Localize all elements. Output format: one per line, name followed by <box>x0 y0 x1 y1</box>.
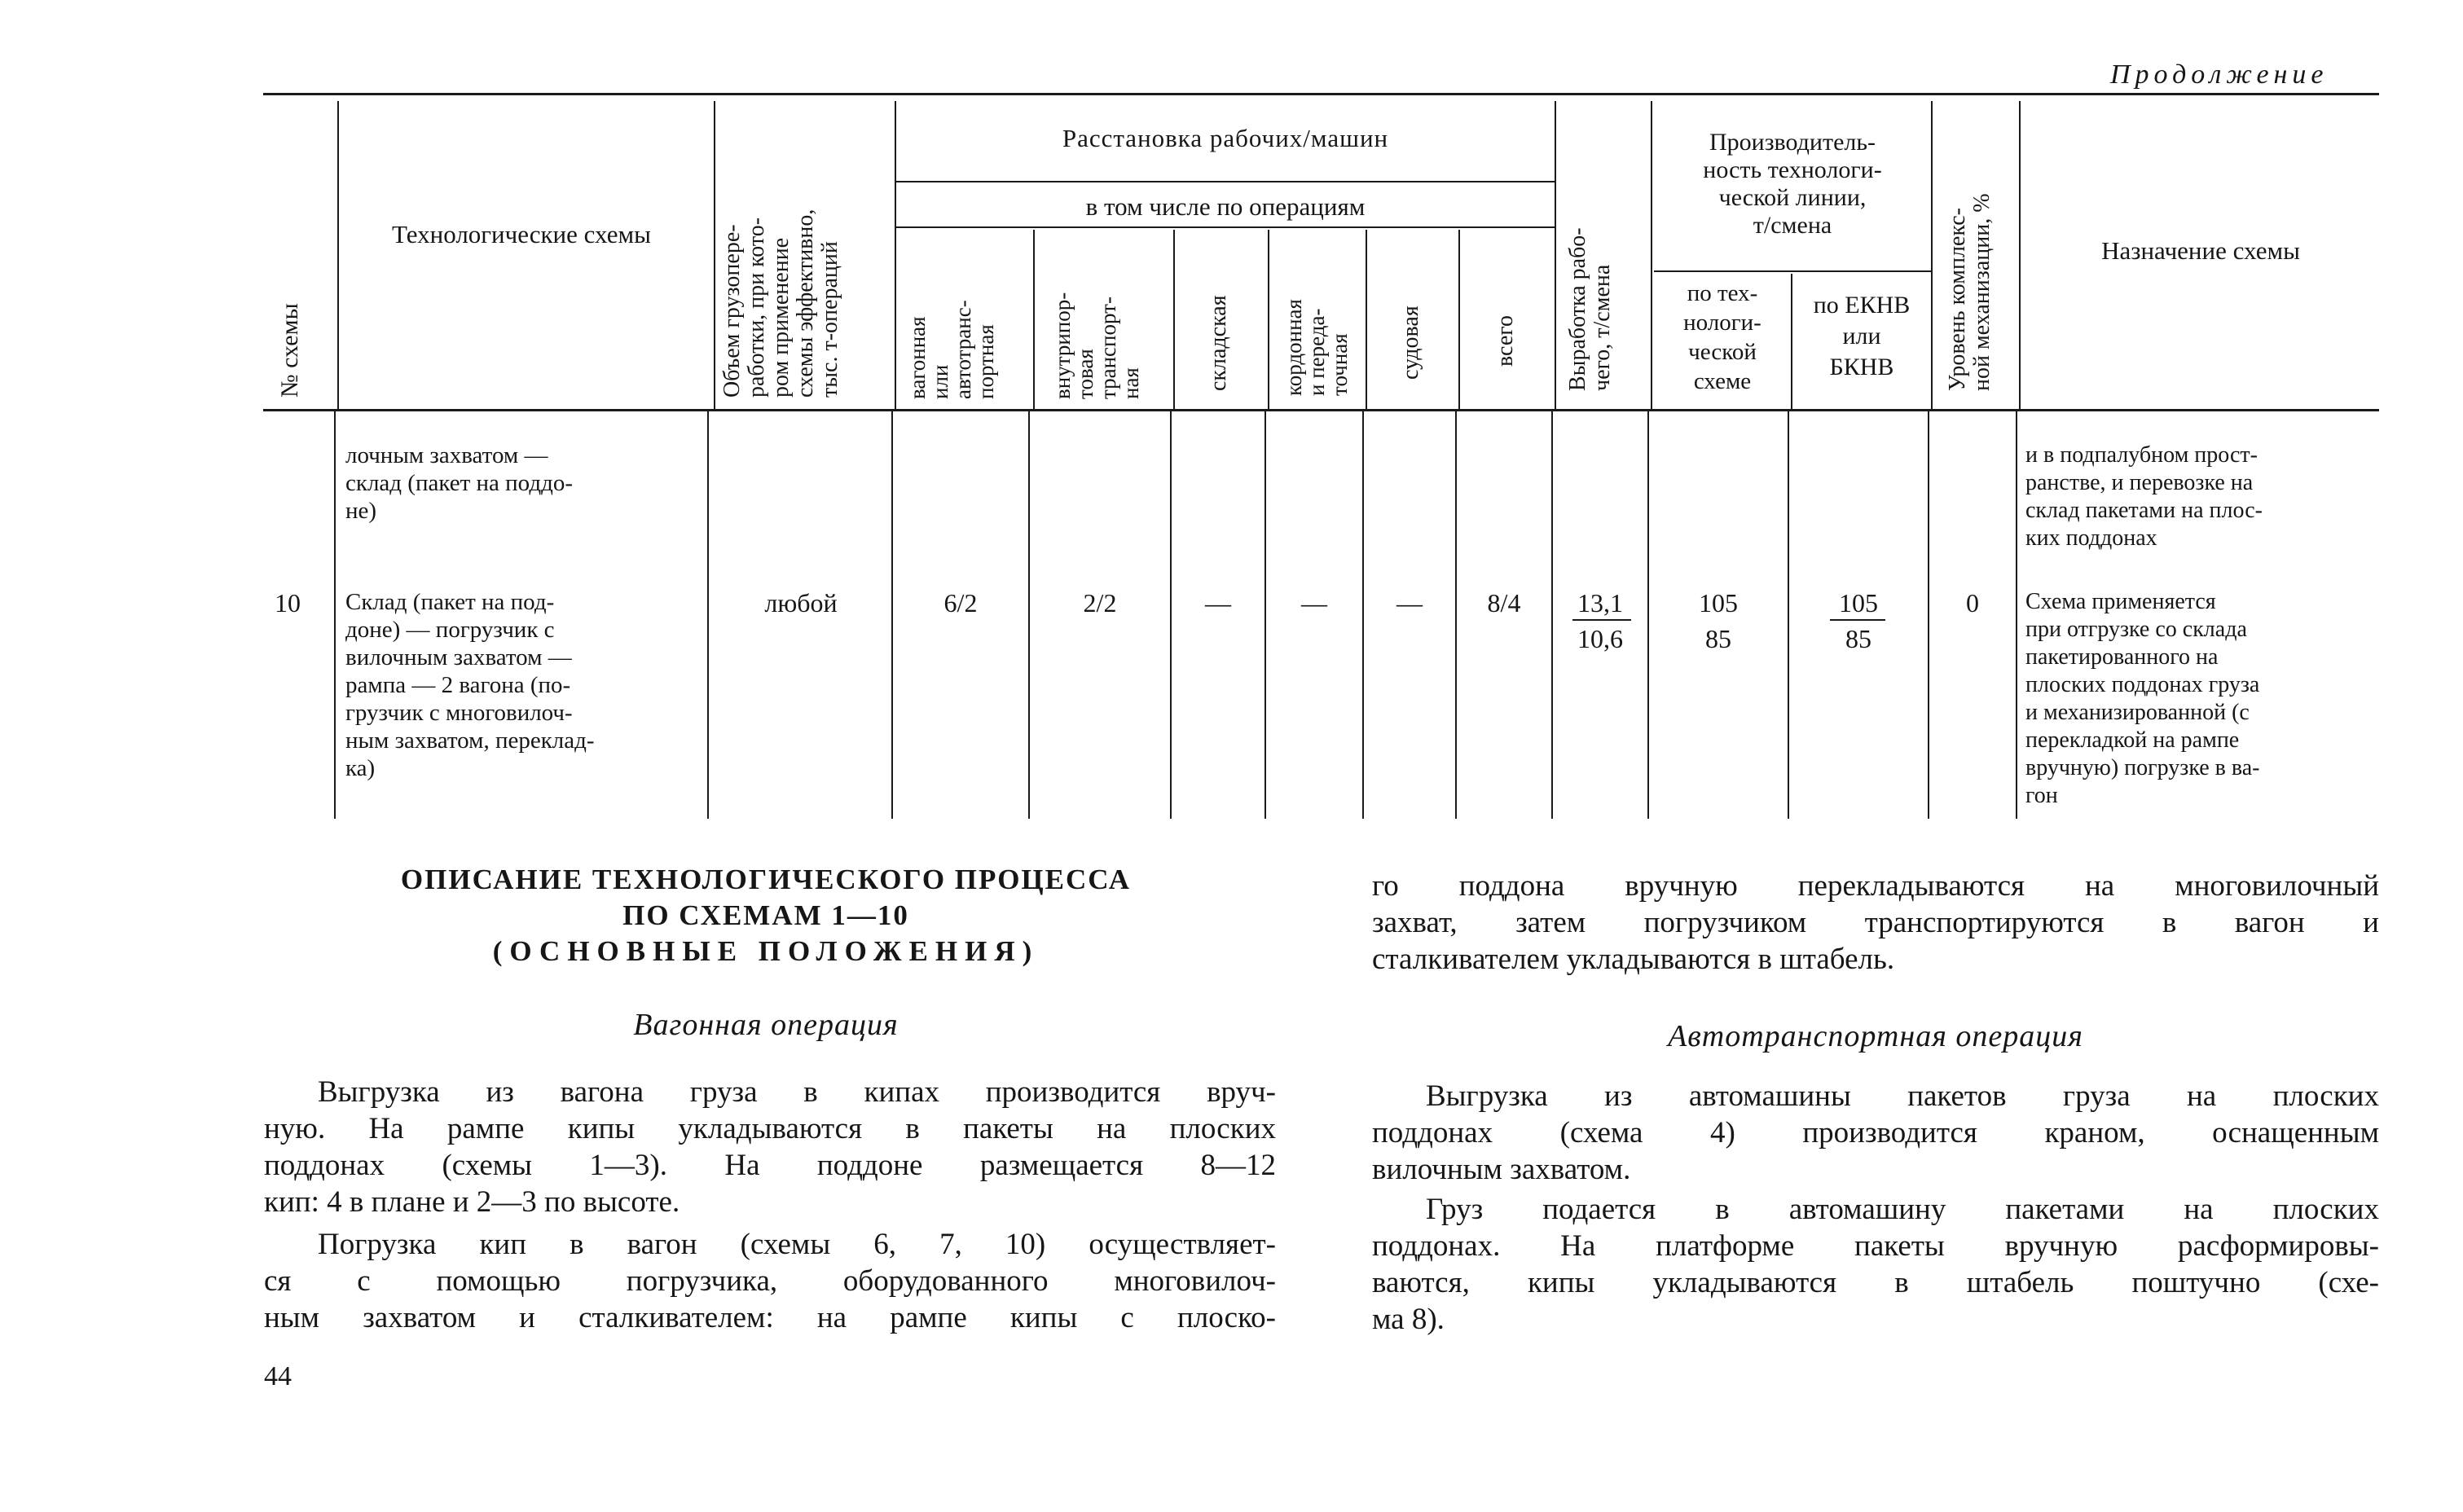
row10-prod-ekhv-fraction-bar <box>1830 619 1885 621</box>
right-p2-line-1: Груз подается в автомашину пакетами на плоских <box>1426 1193 2379 1226</box>
header-including: в том числе по операциям <box>1085 192 1366 221</box>
row10-output-bottom: 10,6 <box>1577 624 1623 653</box>
row10-purpose: Схема применяется при отгрузке со склада пакетированного на плоских поддонах груза и механизированной (с перекладкой на рампе вручную) погрузке в ва- гон <box>2025 589 2260 808</box>
table-top-rule <box>263 93 2379 95</box>
col-rule <box>1033 230 1035 409</box>
header-wagon: вагонная или автотранс- портная <box>905 300 998 399</box>
header-mechanization: Уровень комплекс- ной механизации, % <box>1945 193 1995 391</box>
left-p1-line-2: ную. На рампе кипы укладываются в пакеты на плоских <box>264 1112 1276 1145</box>
col-rule <box>2016 411 2017 819</box>
section-title-line-3: (ОСНОВНЫЕ ПОЛОЖЕНИЯ) <box>492 935 1040 967</box>
col-rule <box>337 101 339 409</box>
left-p2-line-2: ся с помощью погрузчика, оборудованного многовилоч- <box>264 1264 1276 1298</box>
col-rule <box>1268 230 1269 409</box>
right-p2-line-4: ма 8). <box>1372 1303 1445 1336</box>
row10-ship: — <box>1396 588 1423 618</box>
row10-cordon: — <box>1301 588 1327 618</box>
row10-prod-scheme-top: 105 <box>1699 588 1738 618</box>
right-p1-line-2: поддонах (схема 4) производится краном, оснащенным <box>1372 1116 2379 1149</box>
row10-wagon: 6/2 <box>943 588 978 618</box>
page-number: 44 <box>264 1361 292 1391</box>
row10-total: 8/4 <box>1487 588 1521 618</box>
left-p1-line-1: Выгрузка из вагона груза в кипах производится вруч- <box>318 1075 1276 1109</box>
header-scheme-no: № схемы <box>276 303 303 398</box>
right-p2-line-2: поддонах. На платформе пакеты вручную расформировы- <box>1372 1229 2379 1263</box>
header-total: всего <box>1493 314 1518 367</box>
header-tech-schemes: Технологические схемы <box>392 220 651 248</box>
left-p2-line-1: Погрузка кип в вагон (схемы 6, 7, 10) осуществляет- <box>318 1228 1276 1261</box>
col-rule <box>1458 230 1460 409</box>
header-internal: внутрипор- товая транспорт- ная <box>1050 292 1143 399</box>
header-cordon: кордонная и переда- точная <box>1282 299 1352 396</box>
header-by-scheme: по тех- нологи- ческой схеме <box>1683 280 1761 394</box>
row10-output-fraction-bar <box>1572 619 1631 621</box>
header-purpose: Назначение схемы <box>2101 236 2300 265</box>
header-placement: Расстановка рабочих/машин <box>1062 124 1389 152</box>
cont-row-tech: лочным захватом — склад (пакет на поддо- не) <box>345 442 574 524</box>
row10-output-top: 13,1 <box>1577 588 1623 618</box>
section-title-line-2: ПО СХЕМАМ 1—10 <box>622 899 909 931</box>
right-p0-line-2: захват, затем погрузчиком транспортируются в вагон и <box>1372 906 2379 939</box>
row10-internal: 2/2 <box>1083 588 1117 618</box>
cont-row-purpose: и в подпалубном прост- ранстве, и перевозке на склад пакетами на плос- ких поддонах <box>2025 442 2263 551</box>
header-warehouse: складская <box>1206 295 1231 391</box>
productivity-sub-rule <box>1654 270 1931 272</box>
right-p0-line-1: го поддона вручную перекладываются на многовилочный <box>1372 869 2379 903</box>
left-p1-line-4: кип: 4 в плане и 2—3 по высоте. <box>264 1185 680 1219</box>
col-rule <box>334 411 336 819</box>
col-rule <box>1173 230 1175 409</box>
header-ship: судовая <box>1398 305 1423 380</box>
section-title-line-1: ОПИСАНИЕ ТЕХНОЛОГИЧЕСКОГО ПРОЦЕССА <box>400 864 1132 895</box>
header-productivity: Производитель- ность технологи- ческой линии, т/смена <box>1703 129 1882 239</box>
row10-prod-ekhv-bottom: 85 <box>1845 624 1871 653</box>
continued-label: Продолжение <box>2110 59 2329 90</box>
right-p0-line-3: сталкивателем укладываются в штабель. <box>1372 943 1895 976</box>
row10-no: 10 <box>275 588 301 618</box>
header-volume: Объем грузопере- работки, при кото- ром применение схемы эффективно, тыс. т-операций <box>719 209 842 398</box>
col-rule <box>1651 101 1652 409</box>
col-rule <box>1931 101 1933 409</box>
right-p1-line-1: Выгрузка из автомашины пакетов груза на плоских <box>1426 1079 2379 1113</box>
row10-prod-ekhv-top: 105 <box>1839 588 1878 618</box>
row10-warehouse: — <box>1205 588 1231 618</box>
placement-sub-rule-1 <box>896 181 1555 182</box>
row10-prod-scheme-bottom: 85 <box>1705 624 1731 653</box>
col-rule <box>2019 101 2021 409</box>
header-output: Выработка рабо- чего, т/смена <box>1565 227 1615 391</box>
placement-sub-rule-2 <box>896 226 1555 228</box>
auto-operation-heading: Автотранспортная операция <box>1668 1019 2083 1053</box>
wagon-operation-heading: Вагонная операция <box>633 1008 899 1042</box>
row10-mechanization: 0 <box>1966 588 1979 618</box>
left-p2-line-3: ным захватом и сталкивателем: на рампе кипы с плоско- <box>264 1301 1276 1334</box>
row10-tech: Склад (пакет на под- доне) — погрузчик с вилочным захватом — рампа — 2 вагона (по- грузчик с многовилоч- ным захватом, переклад- ка) <box>345 589 595 781</box>
col-rule <box>1366 230 1367 409</box>
row10-volume: любой <box>764 588 838 618</box>
header-by-ekhv: по ЕКНВ или БКНВ <box>1813 292 1911 380</box>
table-header-bottom-rule <box>263 409 2379 411</box>
right-p1-line-3: вилочным захватом. <box>1372 1153 1631 1186</box>
col-rule <box>1555 101 1556 409</box>
right-p2-line-3: ваются, кипы укладываются в штабель поштучно (схе- <box>1372 1266 2379 1299</box>
left-p1-line-3: поддонах (схемы 1—3). На поддоне размещается 8—12 <box>264 1149 1276 1182</box>
col-rule <box>714 101 715 409</box>
